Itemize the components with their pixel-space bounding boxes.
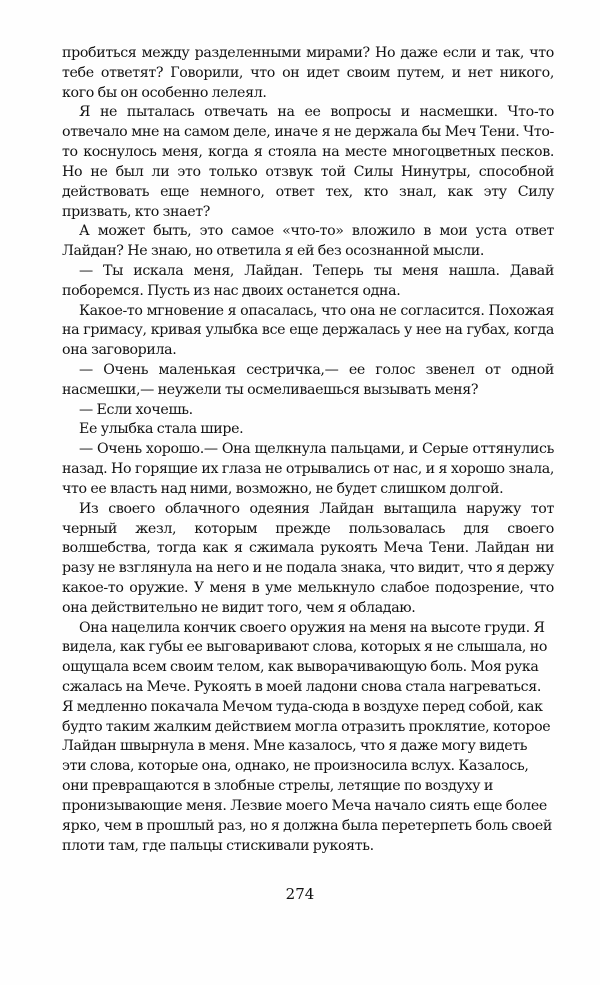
page-number: 274	[285, 885, 315, 903]
paragraph: — Очень хорошо.— Она щелкнула пальцами, и Серые оттянулись назад. Но горящие их глаза не отрывались от нас, и я хорошо знала, что ее власть над ними, возможно, не будет слишком долгой.	[62, 441, 554, 497]
paragraph: Ее улыбка стала шире.	[79, 421, 244, 438]
paragraph: — Если хочешь.	[79, 401, 193, 418]
paragraph: А может быть, это самое «что-то» вложило в мои уста ответ Лайдан? Не знаю, но ответила я ей без осознанной мысли.	[62, 223, 554, 260]
body-text	[62, 44, 554, 856]
paragraph: — Очень маленькая сестричка,— ее голос звенел от одной насмешки,— неужели ты осмеливаешься вызывать меня?	[62, 362, 554, 398]
paragraph: Какое-то мгновение я опасалась, что она не согласится. Похожая на гримасу, кривая улыбка все еще держалась у нее на губах, когда она заговорила.	[62, 302, 554, 359]
paragraph: Я не пыталась отвечать на ее вопросы и насмешки. Что-то отвечало мне на самом деле, иначе я не держала бы Меч Тени. Что-то коснулось меня, когда я стояла на месте многоцветных песков. Но не был ли это только отзвук той Силы Нинутры, способной действовать еще немного, ответ тех, кто знал, как эту Силу призвать, кто знает?	[62, 104, 554, 220]
paragraph: — Ты искала меня, Лайдан. Теперь ты меня нашла. Давай поборемся. Пусть из нас двоих останется одна.	[62, 262, 554, 299]
paragraph: Она нацелила кончик своего оружия на меня на высоте груди. Я видела, как губы ее выговаривают слова, которых я не слышала, но ощущала всем своим телом, как выворачивающую боль. Моя рука сжалась на Мече. Рукоять в моей ладони снова стала нагреваться. Я медленно покачала Мечом туда-сюда в воздухе перед собой, как будто таким жалким действием могла отразить проклятие, которое Лайдан швырнула в меня. Мне казалось, что я даже могу видеть эти слова, которые она, однако, не произносила вслух. Казалось, они превращаются в злобные стрелы, летящие по воздуху и пронизывающие меня. Лезвие моего Меча начало сиять еще более ярко, чем в прошлый раз, но я должна была перетерпеть боль своей плоти там, где пальцы стискивали рукоять.	[62, 619, 553, 854]
paragraph: Из своего облачного одеяния Лайдан вытащила наружу тот черный жезл, которым прежде пользовалась для своего волшебства, тогда как я сжимала рукоять Меча Тени. Лайдан ни разу не взглянула на него и не подала знака, что видит, что я держу какое-то оружие. У меня в уме мелькнуло слабое подозрение, что она действительно не видит того, чем я обладаю.	[62, 500, 554, 616]
paragraph: пробиться между разделенными мирами? Но даже если и так, что тебе ответят? Говорили, что он идет своим путем, и нет никого, кого бы он особенно лелеял.	[62, 45, 554, 101]
